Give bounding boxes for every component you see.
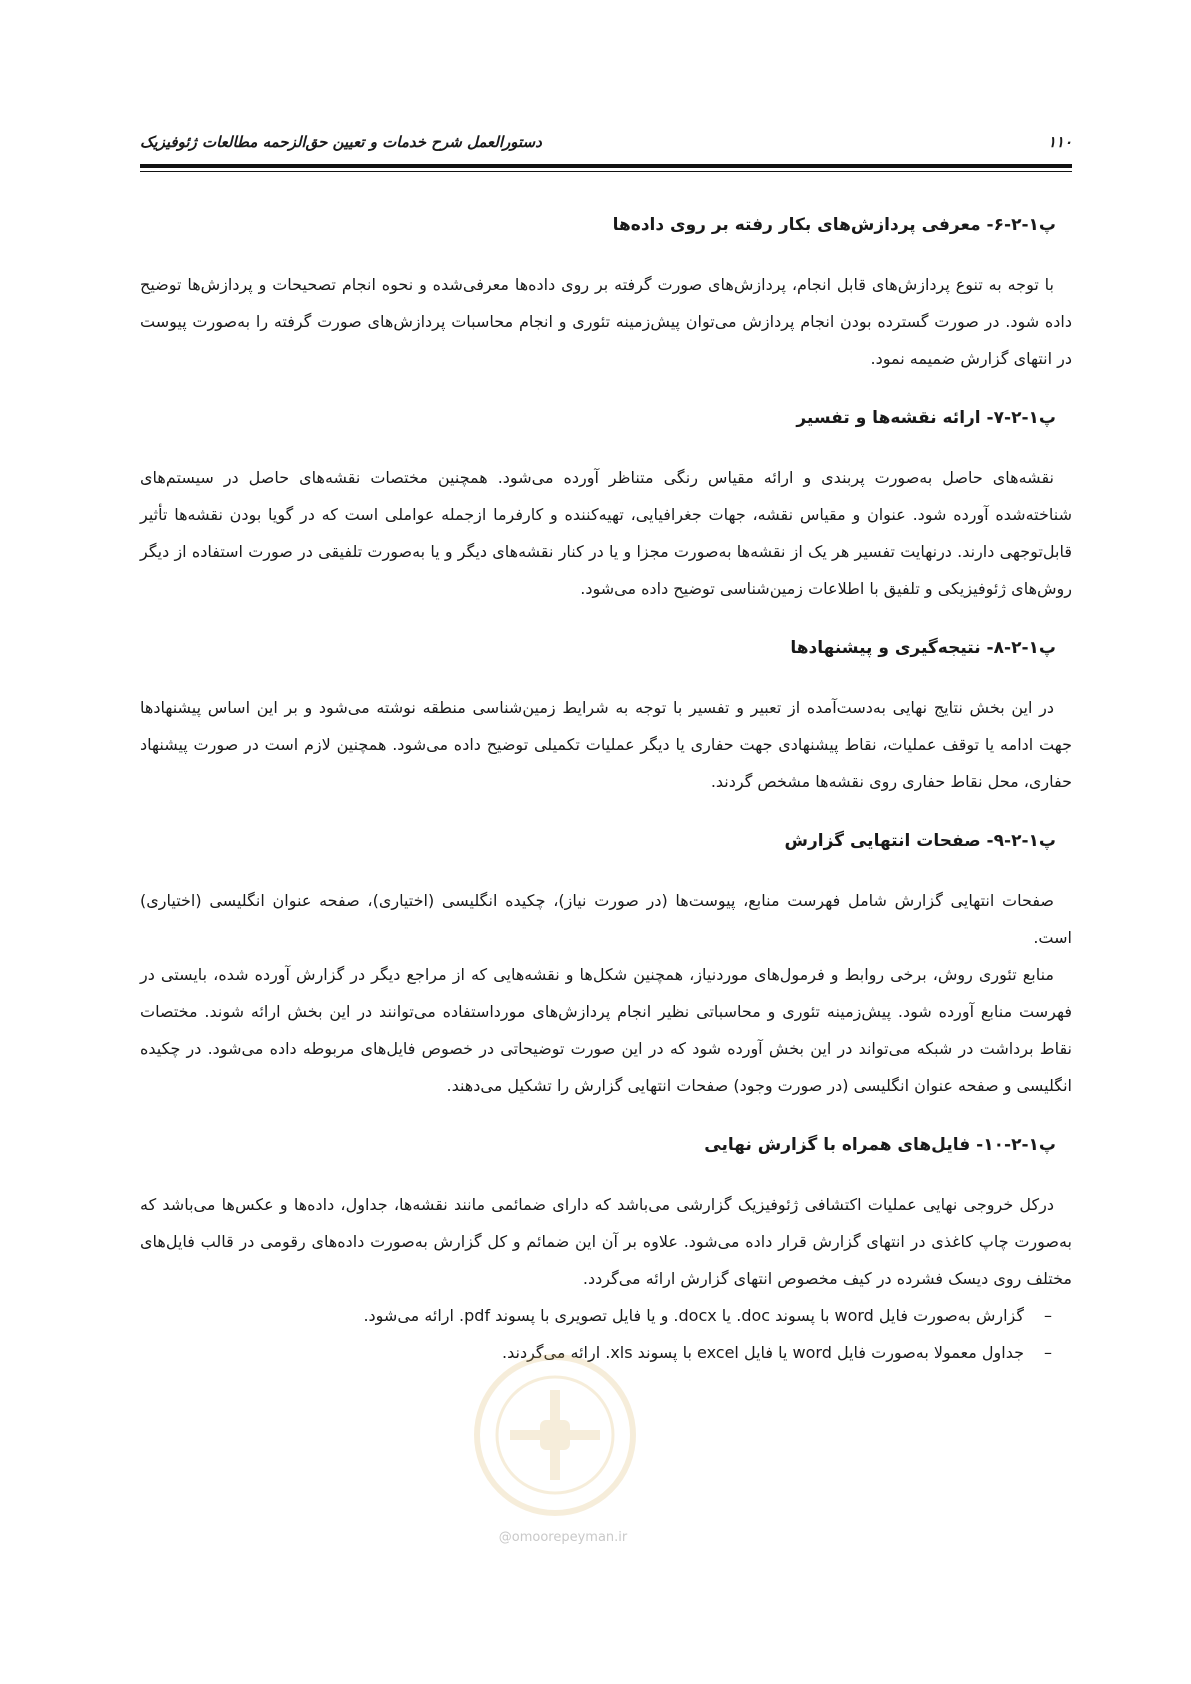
list-item-text: جداول معمولا به‌صورت فایل word یا فایل excel با پسوند xls. ارائه می‌گردند. [502, 1343, 1024, 1362]
section-heading: پ۱-۲-۱۰- فایل‌های همراه با گزارش نهایی [704, 1135, 1056, 1155]
running-title: دستورالعمل شرح خدمات و تعیین حق‌الزحمه مطالعات ژئوفیزیک [140, 133, 542, 151]
bullet-list [140, 1297, 1072, 1371]
paragraph: در این بخش نتایج نهایی به‌دست‌آمده از تعبیر و تفسیر با توجه به شرایط زمین‌شناسی منطقه نوشته می‌شود و بر این اساس پیشنهادها جهت ادامه یا توقف عملیات، نقاط پیشنهادی جهت حفاری یا دیگر عملیات تکمیلی توضیح داده می‌شود. همچنین لازم است در صورت پیشنهاد حفاری، محل نقاط حفاری روی نقشه‌ها مشخص گردند. [140, 698, 1072, 791]
section-processing [140, 208, 1072, 401]
section-heading: پ۱-۲-۹- صفحات انتهایی گزارش [784, 831, 1056, 851]
section-heading: پ۱-۲-۶- معرفی پردازش‌های بکار رفته بر روی داده‌ها [612, 215, 1056, 235]
page-number: ۱۱۰ [1047, 133, 1072, 151]
list-item-text: گزارش به‌صورت فایل word با پسوند doc. یا docx. و یا فایل تصویری با پسوند pdf. ارائه می‌شود. [363, 1306, 1024, 1325]
dash-bullet: – [1044, 1343, 1052, 1362]
list-item [140, 1334, 1052, 1371]
document-page [140, 0, 1072, 1684]
paragraph: درکل خروجی نهایی عملیات اکتشافی ژئوفیزیک گزارشی می‌باشد که دارای ضمائمی مانند نقشه‌ها، جداول، داده‌ها و عکس‌ها می‌باشد که به‌صورت چاپ کاغذی در انتهای گزارش قرار داده می‌شود. علاوه بر آن این ضمائم و کل گزارش به‌صورت داده‌های رقومی در قالب فایل‌های مختلف روی دیسک فشرده در کیف مخصوص انتهای گزارش ارائه می‌گردد. [140, 1195, 1072, 1288]
section-heading: پ۱-۲-۷- ارائه نقشه‌ها و تفسیر [796, 408, 1056, 428]
document-body [140, 208, 1072, 1371]
section-maps-interpretation [140, 401, 1072, 631]
list-item [140, 1297, 1052, 1334]
header-rule [140, 164, 1072, 168]
paragraph: صفحات انتهایی گزارش شامل فهرست منابع، پیوست‌ها (در صورت نیاز)، چکیده انگلیسی (اختیاری)، صفحه عنوان انگلیسی (اختیاری) است. [140, 891, 1072, 947]
watermark-text: @omoorepeyman.ir [498, 1530, 628, 1545]
paragraph: منابع تئوری روش، برخی روابط و فرمول‌های موردنیاز، همچنین شکل‌ها و نقشه‌هایی که از مراجع دیگر در گزارش آورده شده، بایستی در فهرست منابع آورده شود. پیش‌زمینه تئوری و محاسباتی نظیر انجام پردازش‌های مورداستفاده می‌توانند در این بخش ارائه شوند. مختصات نقاط برداشت در شبکه می‌تواند در این بخش آورده شود که در این صورت توضیحاتی در خصوص فایل‌های مربوطه داده می‌شود. در چکیده انگلیسی و صفحه عنوان انگلیسی (در صورت وجود) صفحات انتهایی گزارش را تشکیل می‌دهند. [140, 965, 1072, 1095]
section-final-pages [140, 824, 1072, 1128]
section-attached-files [140, 1128, 1072, 1371]
paragraph: نقشه‌های حاصل به‌صورت پربندی و ارائه مقیاس رنگی متناظر آورده می‌شود. همچنین مختصات نقشه‌های حاصل در سیستم‌های شناخته‌شده آورده شود. عنوان و مقیاس نقشه، جهات جغرافیایی، تهیه‌کننده و کارفرما ازجمله عواملی است که در گویا بودن نقشه‌ها تأثیر قابل‌توجهی دارند. درنهایت تفسیر هر یک از نقشه‌ها به‌صورت مجزا و یا در کنار نقشه‌های دیگر و یا به‌صورت تلفیقی در صورت استفاده از دیگر روش‌های ژئوفیزیکی و تلفیق با اطلاعات زمین‌شناسی توضیح داده می‌شود. [140, 468, 1072, 598]
section-heading: پ۱-۲-۸- نتیجه‌گیری و پیشنهادها [790, 638, 1056, 658]
running-header [140, 130, 1072, 154]
dash-bullet: – [1044, 1306, 1052, 1325]
section-conclusions [140, 631, 1072, 824]
header-rule-thin [140, 171, 1072, 172]
paragraph: با توجه به تنوع پردازش‌های قابل انجام، پردازش‌های صورت گرفته بر روی داده‌ها معرفی‌شده و نحوه انجام تصحیحات و پردازش‌ها توضیح داده شود. در صورت گسترده بودن انجام پردازش می‌توان پیش‌زمینه تئوری و انجام محاسبات پردازش‌های صورت گرفته را به‌صورت پیوست در انتهای گزارش ضمیمه نمود. [140, 275, 1072, 368]
